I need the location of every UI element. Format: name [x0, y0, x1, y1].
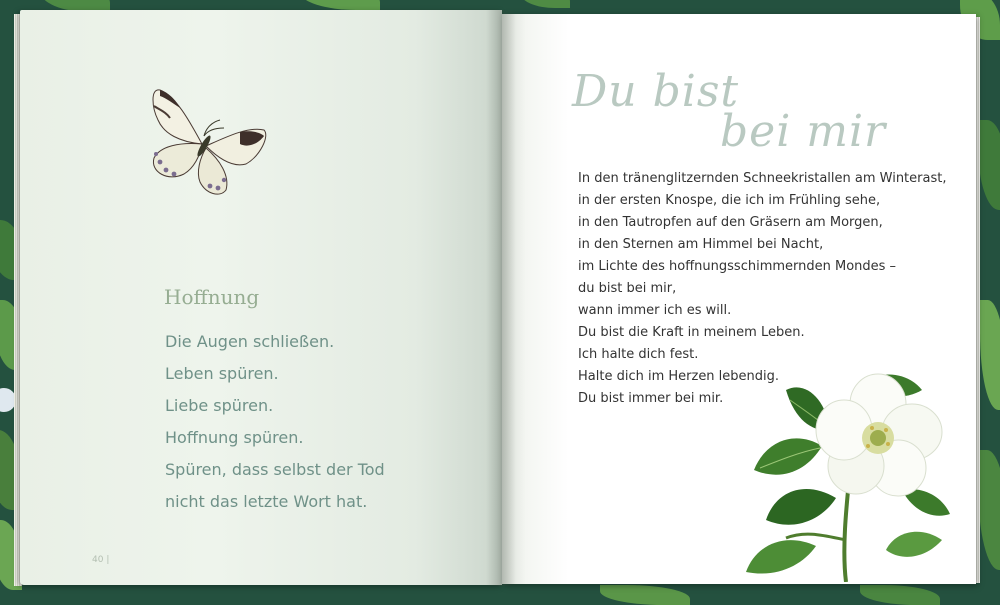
script-title-line-1: Du bist [572, 66, 740, 117]
verse-line: du bist bei mir, [578, 281, 677, 296]
hellebore-flower-icon [746, 360, 956, 582]
poem-line: Leben spüren. [165, 364, 279, 383]
script-title [572, 66, 887, 166]
poem-line: Hoffnung spüren. [165, 428, 304, 447]
poem-title: Hoffnung [164, 285, 260, 309]
book-gutter [486, 10, 516, 586]
verse-line: Halte dich im Herzen lebendig. [578, 369, 780, 384]
verse-line: im Lichte des hoffnungsschimmernden Mondes – [578, 259, 897, 274]
poem-line: nicht das letzte Wort hat. [165, 492, 368, 511]
poem-line: Die Augen schließen. [165, 332, 335, 351]
script-title-line-2: bei mir [720, 106, 887, 157]
page-number: 40 | [92, 555, 109, 565]
verse-line: in den Tautropfen auf den Gräsern am Morgen, [578, 215, 883, 230]
verse-line: In den tränenglitzernden Schneekristallen am Winterast, [578, 171, 947, 186]
verse-line: in der ersten Knospe, die ich im Frühling sehe, [578, 193, 881, 208]
verse-line: Du bist die Kraft in meinem Leben. [578, 325, 805, 340]
verse-line: wann immer ich es will. [578, 303, 732, 318]
poem-line: Liebe spüren. [165, 396, 274, 415]
poem-lines [165, 326, 385, 518]
poem-line: Spüren, dass selbst der Tod [165, 460, 385, 479]
verse-line: Du bist immer bei mir. [578, 391, 724, 406]
butterfly-icon [140, 82, 270, 202]
verse-line: in den Sternen am Himmel bei Nacht, [578, 237, 824, 252]
verse-line: Ich halte dich fest. [578, 347, 699, 362]
